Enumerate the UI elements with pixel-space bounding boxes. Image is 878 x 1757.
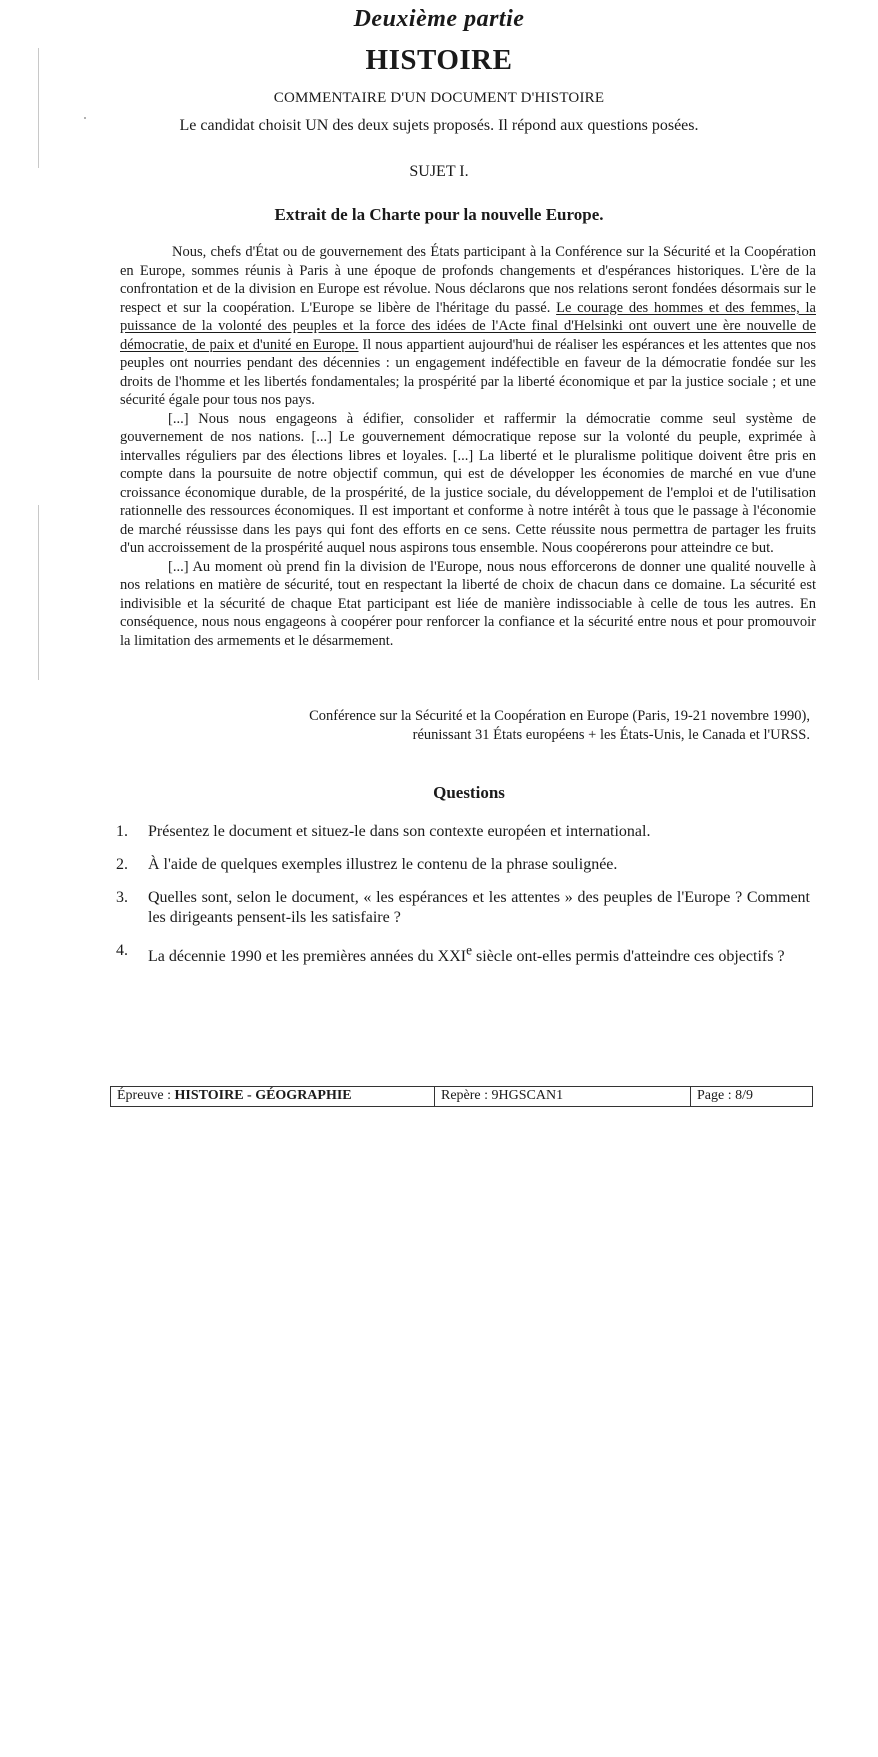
- question-number: 1.: [116, 823, 128, 840]
- questions-heading: Questions: [433, 783, 505, 802]
- epreuve-value: HISTOIRE - GÉOGRAPHIE: [174, 1088, 352, 1103]
- document-paragraph: [...] Nous nous engageons à édifier, consolider et raffermir la démocratie comme seul système de gouvernement de nos nations. [...] Le gouvernement démocratique repose sur la volonté du peuple, exprimée à intervalles réguliers par des élections libres et loyales. [...] La liberté et le pluralisme politique doivent être pris en compte dans la poursuite de notre objectif commun, qui est de développer les économies de marché en vue d'une croissance économique durable, de la prospérité, de la justice sociale, du développement de l'emploi et de l'utilisation rationnelle des ressources économiques. Il est important et conforme à notre intérêt à tous que le passage à l'économie de marché réussisse dans les pays qui font des efforts en ce sens. Cette réussite nous permettra de partager les fruits d'un accroissement de la prospérité auquel nous aspirons tous ensemble. Nous coopérerons pour atteindre ce but.: [120, 410, 816, 556]
- footer-repere: Repère : 9HGSCAN1: [435, 1087, 691, 1106]
- source-line: réunissant 31 États européens + les États-Unis, le Canada et l'URSS.: [412, 727, 810, 743]
- footer-page-number: Page : 8/9: [697, 1088, 753, 1103]
- question-number: 2.: [116, 856, 128, 873]
- part-heading: Deuxième partie: [353, 6, 525, 32]
- document-text: [120, 243, 816, 650]
- instructions: Le candidat choisit UN des deux sujets proposés. Il répond aux questions posées.: [179, 117, 699, 134]
- questions-list: [116, 822, 810, 967]
- question-text: [148, 943, 785, 966]
- question-item: [116, 855, 810, 875]
- question-item: [116, 888, 810, 928]
- paragraph-text: Nous, chefs d'État ou de gouvernement des États participant à la Conférence sur la Sécurité et la Coopération en Europe, sommes réunis à Paris à une époque de profonds changements et d'espérances historiques. L'ère de la confrontation et de la division en Europe est révolue. Nous déclarons que nos relations seront fondées désormais sur le respect et sur la coopération. L'Europe se libère de l'héritage du passé.: [120, 244, 816, 316]
- footer-table: [110, 1086, 813, 1107]
- question-item: [116, 941, 810, 967]
- document-paragraph: [120, 243, 816, 410]
- question-text-part: La décennie 1990 et les premières années du XXI: [148, 948, 467, 966]
- scan-artifact-line: [38, 505, 39, 680]
- source-line: Conférence sur la Sécurité et la Coopération en Europe (Paris, 19-21 novembre 1990),: [309, 708, 810, 724]
- question-number: 4.: [116, 942, 128, 959]
- document-title: Extrait de la Charte pour la nouvelle Europe.: [274, 205, 604, 224]
- exercise-type: COMMENTAIRE D'UN DOCUMENT D'HISTOIRE: [273, 90, 605, 106]
- subject-label: SUJET I.: [409, 163, 469, 180]
- question-text: Quelles sont, selon le document, « les espérances et les attentes » des peuples de l'Europe ? Comment les dirigeants pensent-ils les satisfaire ?: [148, 889, 810, 926]
- document-source: [120, 707, 810, 745]
- question-text: À l'aide de quelques exemples illustrez le contenu de la phrase soulignée.: [148, 856, 618, 873]
- document-paragraph: [...] Au moment où prend fin la division de l'Europe, nous nous efforcerons de donner une qualité nouvelle à nos relations en matière de sécurité, tout en respectant la liberté de choix de chacun dans ce domaine. La sécurité est indivisible et la sécurité de chaque Etat participant est liée de manière indissociable à celle de tous les autres. En conséquence, nous nous engageons à coopérer pour renforcer la confiance et la sécurité entre nous et pour promouvoir la limitation des armements et le désarmement.: [120, 558, 816, 649]
- question-item: [116, 822, 810, 842]
- superscript: e: [466, 943, 473, 958]
- question-text-part: siècle ont-elles permis d'atteindre ces objectifs ?: [472, 948, 785, 966]
- paragraph-text: Il nous appartient aujourd'hui de réaliser les espérances et les attentes que nos peuples ont nourries pendant des décennies : un engagement indéfectible en faveur de la démocratie fondée sur les droits de l'homme et les libertés fondamentales; la prospérité par la liberté économique et par la justice sociale ; et une sécurité égale pour tous nos pays.: [120, 336, 817, 408]
- epreuve-label: Épreuve :: [117, 1088, 175, 1103]
- page-title: HISTOIRE: [365, 44, 513, 76]
- question-text: Présentez le document et situez-le dans son contexte européen et international.: [148, 823, 651, 840]
- footer-epreuve: [111, 1087, 435, 1106]
- underlined-sentence: Le courage des hommes et des femmes, la puissance de la volonté des peuples et la force des idées de l'Acte final d'Helsinki ont ouvert une ère nouvelle de démocratie, de paix et d'unité en Europe.: [120, 299, 816, 353]
- question-number: 3.: [116, 889, 128, 906]
